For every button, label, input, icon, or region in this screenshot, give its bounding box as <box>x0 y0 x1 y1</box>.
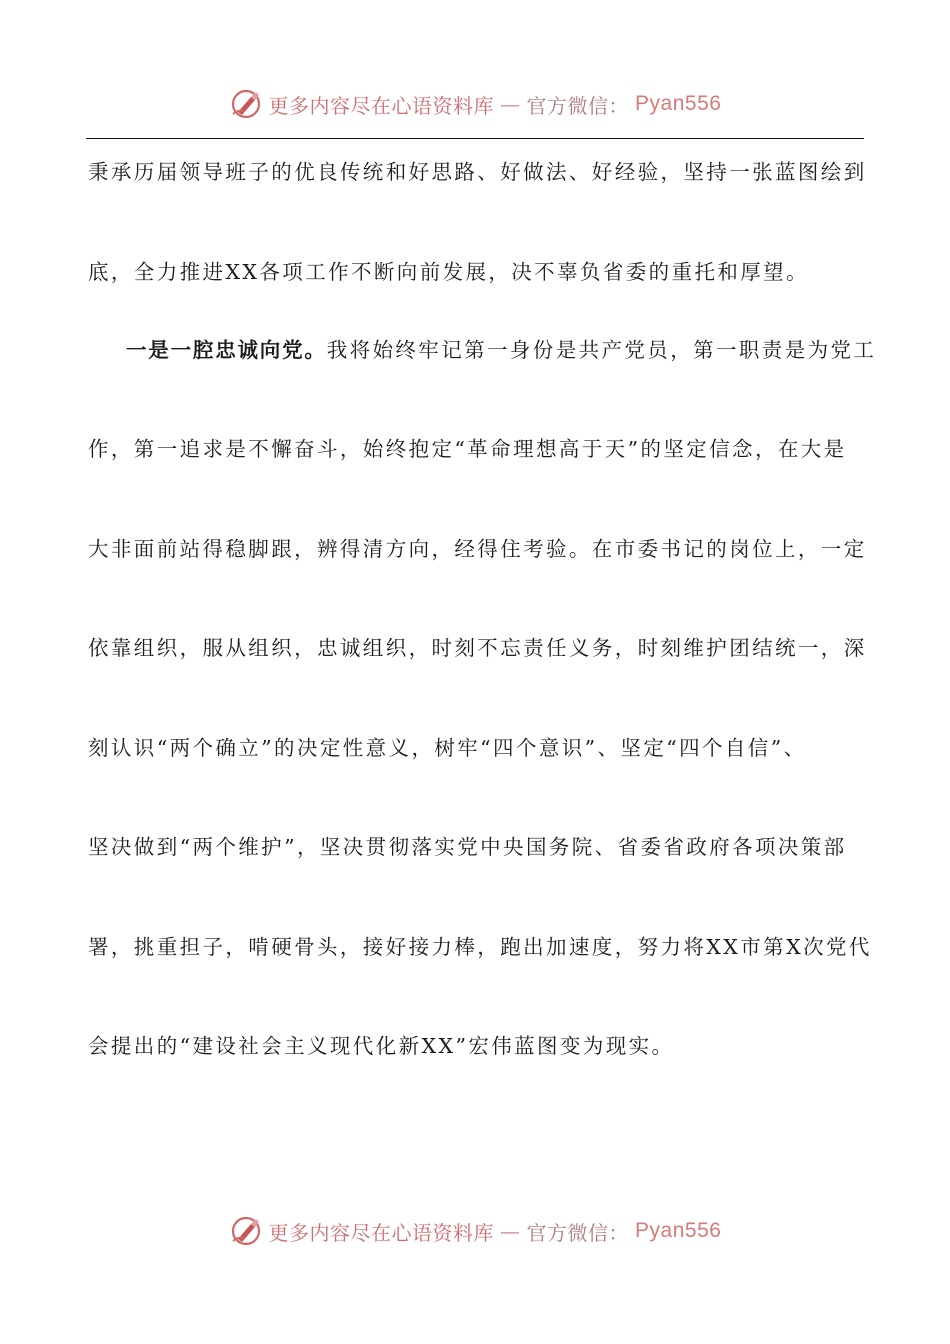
text-line: 底，全力推进XX各项工作不断向前发展，决不辜负省委的重托和厚望。 <box>88 259 809 284</box>
banner-dash: — <box>500 1219 521 1243</box>
banner-wechat-id: Pyan556 <box>635 92 722 115</box>
banner-main-text: 更多内容尽在心语资料库 <box>268 93 495 118</box>
pen-nib-logo-icon <box>229 87 263 121</box>
text-line: 作，第一追求是不懈奋斗，始终抱定“革命理想高于天”的坚定信念，在大是 <box>88 437 847 461</box>
footer-watermark-banner <box>0 1211 950 1251</box>
pen-nib-logo-icon <box>229 1214 263 1248</box>
header-watermark-banner <box>0 84 950 124</box>
banner-main-text: 更多内容尽在心语资料库 <box>268 1220 495 1245</box>
text-line: 坚决做到“两个维护”，坚决贯彻落实党中央国务院、省委省政府各项决策部 <box>88 835 847 859</box>
banner-sub-text: 官方微信： <box>526 1220 630 1245</box>
text-line-rest: 我将始终牢记第一身份是共产党员，第一职责是为党工 <box>326 337 877 362</box>
text-line: 会提出的“建设社会主义现代化新XX”宏伟蓝图变为现实。 <box>88 1034 675 1058</box>
text-line: 大非面前站得稳脚跟，辨得清方向，经得住考验。在市委书记的岗位上，一定 <box>88 536 867 561</box>
header-divider <box>86 138 864 139</box>
banner-wechat-id: Pyan556 <box>635 1219 722 1242</box>
paragraph-first-line <box>88 325 877 425</box>
document-body <box>88 147 877 1121</box>
text-line: 依靠组织，服从组织，忠诚组织，时刻不忘责任义务，时刻维护团结统一，深 <box>88 636 867 660</box>
text-line: 刻认识“两个确立”的决定性意义，树牢“四个意识”、坚定“四个自信”、 <box>88 735 807 760</box>
text-line: 署，挑重担子，啃硬骨头，接好接力棒，跑出加速度，努力将XX市第X次党代 <box>88 934 872 959</box>
text-line: 秉承历届领导班子的优良传统和好思路、好做法、好经验，坚持一张蓝图绘到 <box>88 160 867 184</box>
banner-sub-text: 官方微信： <box>526 93 630 118</box>
banner-dash: — <box>500 92 521 116</box>
paragraph-lead-heading: 一是一腔忠诚向党。 <box>126 337 327 362</box>
